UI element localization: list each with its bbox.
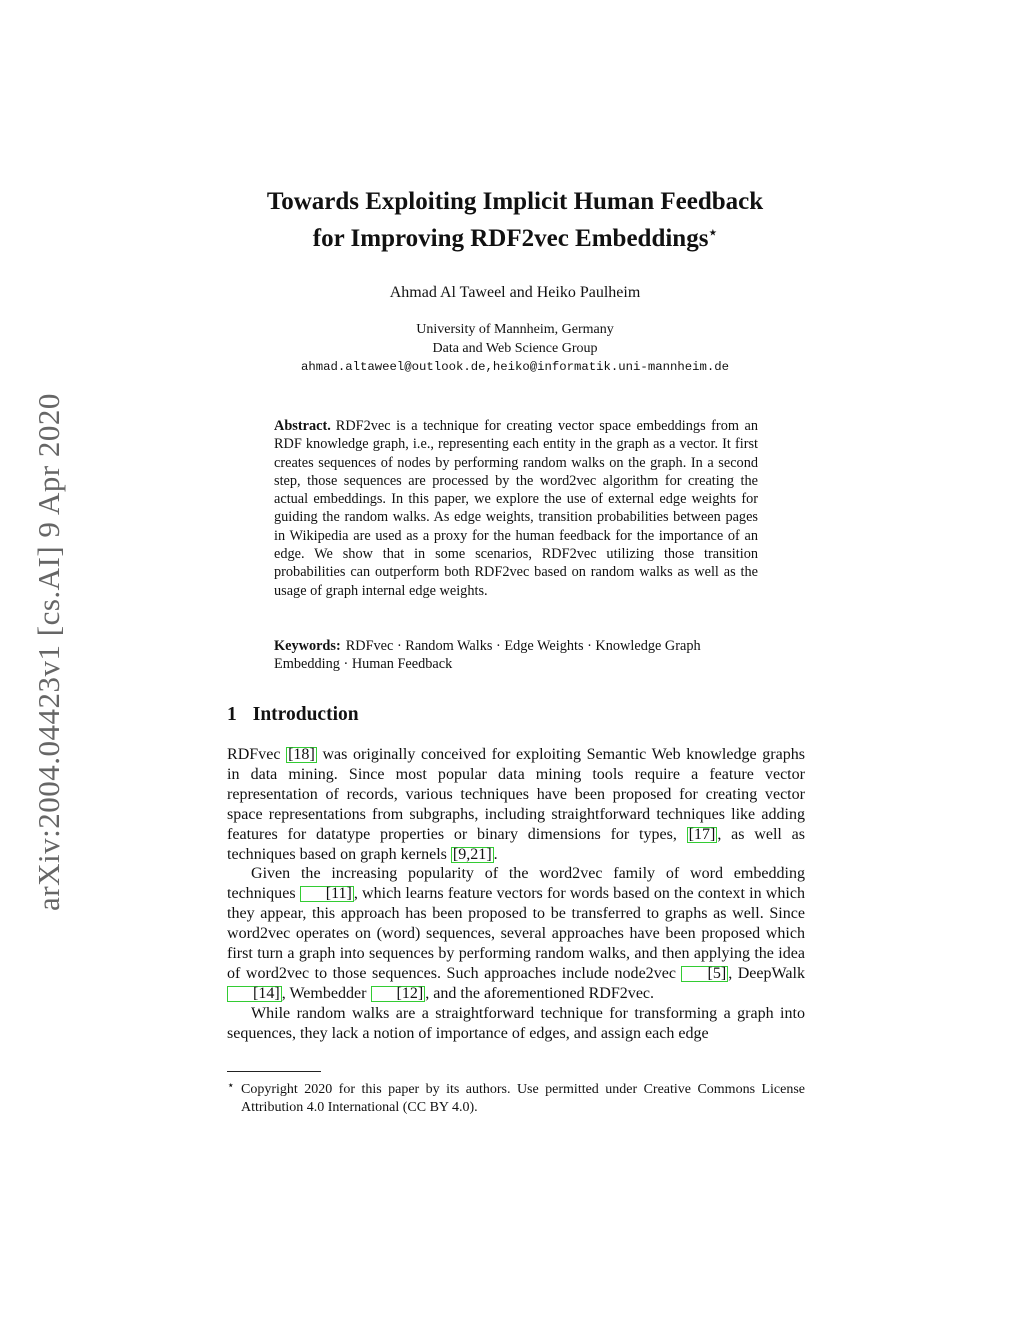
affiliation-block: [150, 320, 880, 377]
paragraph-3: While random walks are a straightforward technique for transforming a graph into sequences, they lack a notion of importance of edges, and assign each edge: [227, 1004, 805, 1042]
citation-link[interactable]: [14]: [227, 986, 282, 1002]
section-heading: [227, 704, 359, 726]
footnote: [227, 1076, 805, 1118]
text-run: , Wembedder: [281, 984, 371, 1002]
footnote-mark: ⋆: [227, 1078, 235, 1092]
section-number: 1: [227, 704, 237, 725]
text-run: .: [493, 845, 498, 863]
text-run: , as well as techniques based on graph kernels: [227, 825, 806, 863]
title-footnote-mark: ⋆: [708, 226, 718, 241]
footnote-rule: [227, 1071, 321, 1072]
text-run: , which learns feature vectors for words based on the context in which they appear, this approach has been proposed to be transferred to graphs as well. Since word2vec operates on (word) sequences, several approaches have been proposed which first turn a graph into sequences by performing random walks, and then applying the idea of word2vec to those sequences. Such approaches include node2vec: [227, 885, 805, 982]
keywords-label: Keywords:: [274, 638, 341, 654]
section-title: Introduction: [252, 704, 359, 725]
text-run: was originally conceived for exploiting Semantic Web knowledge graphs in data mining. Since most popular data mining tools require a feature vector representation of records, various techniques have been proposed for creating vector space representations from subgraphs, including straightforward techniques like adding features for datatype properties or binary dimensions for types,: [227, 746, 805, 843]
arxiv-identifier: arXiv:2004.04423v1 [cs.AI] 9 Apr 2020: [31, 393, 67, 911]
footnote-text: Copyright 2020 for this paper by its authors. Use permitted under Creative Commons License Attribution 4.0 International (CC BY 4.0).: [241, 1082, 805, 1116]
keywords: [274, 637, 766, 674]
text-run: , DeepWalk: [728, 964, 805, 982]
keywords-text: RDFvec · Random Walks · Edge Weights · Knowledge Graph Embedding · Human Feedback: [274, 638, 701, 673]
citation-link[interactable]: [12]: [371, 986, 426, 1002]
arxiv-sidebar: [20, 372, 78, 932]
author-emails[interactable]: ahmad.altaweel@outlook.de,heiko@informatik.uni-mannheim.de: [300, 360, 729, 374]
abstract: [274, 417, 758, 600]
research-group: Data and Web Science Group: [432, 341, 598, 356]
paper-title: [150, 186, 880, 255]
body-text: [227, 745, 805, 1044]
text-run: RDFvec: [227, 746, 287, 763]
citation-link[interactable]: [9,21]: [452, 845, 492, 863]
abstract-label: Abstract.: [274, 418, 331, 434]
title-line-1: Towards Exploiting Implicit Human Feedback: [266, 188, 764, 215]
citation-link[interactable]: [18]: [288, 746, 315, 763]
citation-link[interactable]: [11]: [300, 886, 354, 902]
authors: Ahmad Al Taweel and Heiko Paulheim: [389, 284, 641, 301]
paragraph-2: [227, 864, 805, 1003]
citation-link[interactable]: [17]: [688, 825, 716, 843]
text-run: , and the aforementioned RDF2vec.: [425, 984, 655, 1002]
abstract-text: RDF2vec is a technique for creating vector space embeddings from an RDF knowledge graph, i.e., representing each entity in the graph as a vector. It first creates sequences of nodes by performing random walks on the graph. In a second step, those sequences are processed by the word2vec algorithm for creating the actual embeddings. In this paper, we explore the use of external edge weights for guiding the random walks. As edge weights, transition probabilities between pages in Wikipedia are used as a proxy for the human feedback for the importance of an edge. We show that in some scenarios, RDF2vec utilizing those transition probabilities can outperform both RDF2vec based on random walks as well as the usage of graph internal edge weights.: [274, 418, 758, 599]
text-run: Given the increasing popularity of the word2vec family of word embedding techniques: [227, 865, 805, 903]
affiliation: University of Mannheim, Germany: [416, 322, 614, 337]
citation-link[interactable]: [5]: [681, 966, 728, 982]
paragraph-1: [227, 745, 805, 864]
title-line-2: for Improving RDF2vec Embeddings: [312, 225, 709, 252]
